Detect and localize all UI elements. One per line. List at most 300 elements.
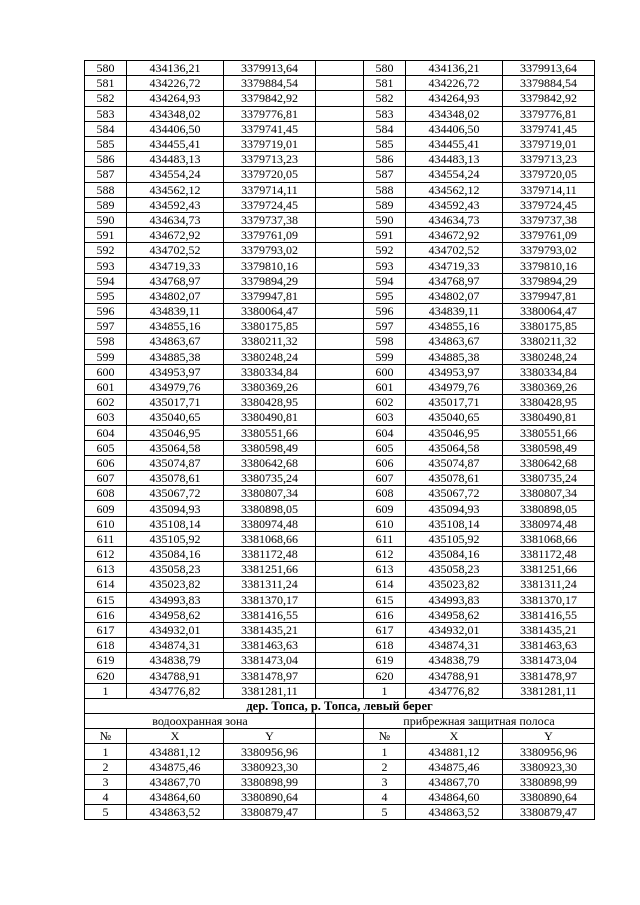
left-y-value: 3380879,47 (224, 805, 316, 820)
left-point-number: 604 (85, 425, 127, 440)
left-y-value: 3379776,81 (224, 106, 316, 121)
table-row (85, 334, 595, 349)
right-x-value: 435023,82 (406, 577, 503, 592)
gap-cell (316, 607, 364, 622)
left-point-number: 618 (85, 638, 127, 653)
gap-cell (316, 729, 364, 744)
right-point-number: 620 (364, 668, 406, 683)
right-y-value: 3379842,92 (503, 91, 595, 106)
coordinates-table (84, 60, 595, 820)
right-x-value: 434885,38 (406, 349, 503, 364)
left-point-number: 589 (85, 197, 127, 212)
gap-cell (316, 61, 364, 76)
left-y-value: 3380598,49 (224, 440, 316, 455)
left-point-number: 592 (85, 243, 127, 258)
left-x-value: 434958,62 (127, 607, 224, 622)
left-x-value: 435105,92 (127, 531, 224, 546)
gap-cell (316, 471, 364, 486)
table-row (85, 228, 595, 243)
right-y-value: 3380974,48 (503, 516, 595, 531)
left-y-value: 3379793,02 (224, 243, 316, 258)
right-x-value: 434634,73 (406, 212, 503, 227)
right-y-value: 3379761,09 (503, 228, 595, 243)
left-y-value: 3381311,24 (224, 577, 316, 592)
left-y-value: 3380064,47 (224, 304, 316, 319)
right-point-number: 611 (364, 531, 406, 546)
gap-cell (316, 228, 364, 243)
left-x-value: 434592,43 (127, 197, 224, 212)
left-x-value: 434719,33 (127, 258, 224, 273)
table-row (85, 607, 595, 622)
right-point-number: 582 (364, 91, 406, 106)
right-y-value: 3379947,81 (503, 288, 595, 303)
right-point-number: 602 (364, 395, 406, 410)
gap-cell (316, 106, 364, 121)
left-x-value: 434863,52 (127, 805, 224, 820)
left-point-number: 598 (85, 334, 127, 349)
gap-cell (316, 395, 364, 410)
gap-cell (316, 486, 364, 501)
left-point-number: 3 (85, 774, 127, 789)
gap-cell (316, 531, 364, 546)
left-y-value: 3381473,04 (224, 653, 316, 668)
right-point-number: 581 (364, 76, 406, 91)
right-y-value: 3381435,21 (503, 622, 595, 637)
right-y-value: 3380956,96 (503, 744, 595, 759)
right-point-number: 600 (364, 364, 406, 379)
left-x-value: 434979,76 (127, 379, 224, 394)
gap-cell (316, 577, 364, 592)
table-row (85, 653, 595, 668)
left-y-value: 3381478,97 (224, 668, 316, 683)
left-x-value: 434932,01 (127, 622, 224, 637)
left-x-value: 434406,50 (127, 121, 224, 136)
left-point-number: 599 (85, 349, 127, 364)
right-num-header: № (364, 729, 406, 744)
gap-cell (316, 774, 364, 789)
left-x-value: 435046,95 (127, 425, 224, 440)
left-y-value: 3379810,16 (224, 258, 316, 273)
right-point-number: 585 (364, 136, 406, 151)
right-x-value: 434863,52 (406, 805, 503, 820)
left-y-value: 3380890,64 (224, 790, 316, 805)
left-x-value: 435108,14 (127, 516, 224, 531)
left-y-value: 3379741,45 (224, 121, 316, 136)
left-y-value: 3379761,09 (224, 228, 316, 243)
table-row (85, 440, 595, 455)
gap-cell (316, 91, 364, 106)
right-x-value: 434802,07 (406, 288, 503, 303)
left-x-value: 435084,16 (127, 547, 224, 562)
right-point-number: 589 (364, 197, 406, 212)
right-zone-label: прибрежная защитная полоса (364, 714, 595, 729)
left-point-number: 609 (85, 501, 127, 516)
right-x-value: 434226,72 (406, 76, 503, 91)
right-x-value: 435108,14 (406, 516, 503, 531)
section-title-row (85, 698, 595, 713)
right-point-number: 609 (364, 501, 406, 516)
left-point-number: 5 (85, 805, 127, 820)
gap-cell (316, 197, 364, 212)
left-y-value: 3381370,17 (224, 592, 316, 607)
left-x-value: 434554,24 (127, 167, 224, 182)
left-y-value: 3380551,66 (224, 425, 316, 440)
table-row (85, 121, 595, 136)
table-row (85, 531, 595, 546)
left-x-value: 434136,21 (127, 61, 224, 76)
right-y-value: 3379776,81 (503, 106, 595, 121)
right-y-value: 3379713,23 (503, 152, 595, 167)
right-point-number: 604 (364, 425, 406, 440)
right-x-value: 434867,70 (406, 774, 503, 789)
left-x-value: 434885,38 (127, 349, 224, 364)
right-y-value: 3379894,29 (503, 273, 595, 288)
table-row (85, 61, 595, 76)
left-point-number: 613 (85, 562, 127, 577)
left-point-number: 596 (85, 304, 127, 319)
left-point-number: 610 (85, 516, 127, 531)
right-x-value: 434264,93 (406, 91, 503, 106)
left-point-number: 4 (85, 790, 127, 805)
left-point-number: 605 (85, 440, 127, 455)
right-x-value: 434932,01 (406, 622, 503, 637)
left-zone-label: водоохранная зона (85, 714, 316, 729)
gap-cell (316, 501, 364, 516)
gap-cell (316, 410, 364, 425)
left-x-value: 434768,97 (127, 273, 224, 288)
gap-cell (316, 592, 364, 607)
right-point-number: 614 (364, 577, 406, 592)
left-x-value: 434953,97 (127, 364, 224, 379)
right-point-number: 591 (364, 228, 406, 243)
right-point-number: 610 (364, 516, 406, 531)
left-y-value: 3380923,30 (224, 759, 316, 774)
left-point-number: 588 (85, 182, 127, 197)
table-row (85, 501, 595, 516)
table-row (85, 455, 595, 470)
gap-cell (316, 714, 364, 729)
table-row (85, 774, 595, 789)
right-point-number: 617 (364, 622, 406, 637)
right-x-value: 435040,65 (406, 410, 503, 425)
right-x-value: 434881,12 (406, 744, 503, 759)
gap-cell (316, 76, 364, 91)
left-y-value: 3381281,11 (224, 683, 316, 698)
right-y-value: 3380248,24 (503, 349, 595, 364)
right-point-number: 613 (364, 562, 406, 577)
left-x-value: 434455,41 (127, 136, 224, 151)
left-y-value: 3380642,68 (224, 455, 316, 470)
section-title: дер. Топса, р. Топса, левый берег (85, 698, 595, 713)
left-point-number: 583 (85, 106, 127, 121)
left-x-value: 434874,31 (127, 638, 224, 653)
column-header-row (85, 729, 595, 744)
right-x-value: 434839,11 (406, 304, 503, 319)
right-x-value: 434863,67 (406, 334, 503, 349)
left-point-number: 595 (85, 288, 127, 303)
table-row (85, 395, 595, 410)
right-x-value: 434768,97 (406, 273, 503, 288)
table-row (85, 379, 595, 394)
right-x-value: 434875,46 (406, 759, 503, 774)
right-y-value: 3379793,02 (503, 243, 595, 258)
table-row (85, 425, 595, 440)
left-x-value: 434855,16 (127, 319, 224, 334)
left-x-value: 435058,23 (127, 562, 224, 577)
table-row (85, 91, 595, 106)
right-point-number: 2 (364, 759, 406, 774)
upper-rows (85, 61, 595, 699)
right-point-number: 605 (364, 440, 406, 455)
gap-cell (316, 288, 364, 303)
left-point-number: 580 (85, 61, 127, 76)
left-y-value: 3380334,84 (224, 364, 316, 379)
left-y-value: 3381068,66 (224, 531, 316, 546)
right-point-number: 5 (364, 805, 406, 820)
gap-cell (316, 455, 364, 470)
right-y-value: 3379714,11 (503, 182, 595, 197)
table-row (85, 668, 595, 683)
right-x-value: 434483,13 (406, 152, 503, 167)
right-x-value: 434874,31 (406, 638, 503, 653)
zone-label-row (85, 714, 595, 729)
left-point-number: 594 (85, 273, 127, 288)
right-point-number: 612 (364, 547, 406, 562)
right-point-number: 580 (364, 61, 406, 76)
gap-cell (316, 364, 364, 379)
left-point-number: 615 (85, 592, 127, 607)
left-y-value: 3380369,26 (224, 379, 316, 394)
left-x-value: 434881,12 (127, 744, 224, 759)
left-point-number: 587 (85, 167, 127, 182)
table-row (85, 410, 595, 425)
table-row (85, 197, 595, 212)
right-y-value: 3381416,55 (503, 607, 595, 622)
right-y-value: 3379720,05 (503, 167, 595, 182)
right-x-value: 434406,50 (406, 121, 503, 136)
right-y-value: 3379737,38 (503, 212, 595, 227)
table-row (85, 790, 595, 805)
table-row (85, 622, 595, 637)
right-x-value: 434562,12 (406, 182, 503, 197)
left-point-number: 616 (85, 607, 127, 622)
left-y-value: 3380735,24 (224, 471, 316, 486)
gap-cell (316, 622, 364, 637)
left-point-number: 614 (85, 577, 127, 592)
gap-cell (316, 304, 364, 319)
right-y-value: 3381311,24 (503, 577, 595, 592)
right-x-value: 434788,91 (406, 668, 503, 683)
right-point-number: 597 (364, 319, 406, 334)
right-x-value: 435084,16 (406, 547, 503, 562)
table-row (85, 136, 595, 151)
left-x-value: 434562,12 (127, 182, 224, 197)
left-x-value: 435017,71 (127, 395, 224, 410)
table-row (85, 486, 595, 501)
right-point-number: 584 (364, 121, 406, 136)
right-point-number: 583 (364, 106, 406, 121)
gap-cell (316, 683, 364, 698)
right-y-value: 3380642,68 (503, 455, 595, 470)
right-y-value: 3380807,34 (503, 486, 595, 501)
table-row (85, 106, 595, 121)
gap-cell (316, 212, 364, 227)
right-point-number: 603 (364, 410, 406, 425)
left-point-number: 603 (85, 410, 127, 425)
left-y-value: 3380211,32 (224, 334, 316, 349)
right-y-value: 3381478,97 (503, 668, 595, 683)
right-y-value: 3380064,47 (503, 304, 595, 319)
left-y-value: 3380898,05 (224, 501, 316, 516)
right-x-value: 435074,87 (406, 455, 503, 470)
gap-cell (316, 790, 364, 805)
table-row (85, 273, 595, 288)
left-y-value: 3379884,54 (224, 76, 316, 91)
left-x-value: 434867,70 (127, 774, 224, 789)
table-row (85, 212, 595, 227)
left-x-value: 434483,13 (127, 152, 224, 167)
right-x-value: 435064,58 (406, 440, 503, 455)
left-y-value: 3380807,34 (224, 486, 316, 501)
table-row (85, 167, 595, 182)
left-point-number: 608 (85, 486, 127, 501)
right-y-value: 3380428,95 (503, 395, 595, 410)
left-x-value: 434348,02 (127, 106, 224, 121)
left-point-number: 581 (85, 76, 127, 91)
table-row (85, 182, 595, 197)
left-x-value: 435040,65 (127, 410, 224, 425)
left-x-value: 434863,67 (127, 334, 224, 349)
table-row (85, 683, 595, 698)
right-y-value: 3380369,26 (503, 379, 595, 394)
right-y-value: 3381068,66 (503, 531, 595, 546)
right-point-number: 3 (364, 774, 406, 789)
right-x-value: 434136,21 (406, 61, 503, 76)
left-x-header: X (127, 729, 224, 744)
right-point-number: 598 (364, 334, 406, 349)
gap-cell (316, 167, 364, 182)
right-y-value: 3381370,17 (503, 592, 595, 607)
table-row (85, 744, 595, 759)
left-point-number: 1 (85, 683, 127, 698)
left-y-value: 3379720,05 (224, 167, 316, 182)
left-point-number: 611 (85, 531, 127, 546)
right-x-value: 435017,71 (406, 395, 503, 410)
table-row (85, 258, 595, 273)
right-point-number: 606 (364, 455, 406, 470)
left-point-number: 606 (85, 455, 127, 470)
table-row (85, 577, 595, 592)
gap-cell (316, 243, 364, 258)
right-x-value: 434953,97 (406, 364, 503, 379)
right-y-value: 3379913,64 (503, 61, 595, 76)
left-y-header: Y (224, 729, 316, 744)
gap-cell (316, 653, 364, 668)
lower-section (85, 698, 595, 820)
left-y-value: 3380428,95 (224, 395, 316, 410)
table-row (85, 471, 595, 486)
table-row (85, 243, 595, 258)
left-y-value: 3381172,48 (224, 547, 316, 562)
right-x-value: 435105,92 (406, 531, 503, 546)
left-x-value: 434864,60 (127, 790, 224, 805)
gap-cell (316, 668, 364, 683)
right-point-number: 615 (364, 592, 406, 607)
table-row (85, 516, 595, 531)
left-y-value: 3380248,24 (224, 349, 316, 364)
table-row (85, 805, 595, 820)
left-point-number: 597 (85, 319, 127, 334)
left-num-header: № (85, 729, 127, 744)
right-y-value: 3380490,81 (503, 410, 595, 425)
right-y-value: 3379741,45 (503, 121, 595, 136)
gap-cell (316, 379, 364, 394)
right-x-value: 435078,61 (406, 471, 503, 486)
left-point-number: 612 (85, 547, 127, 562)
left-y-value: 3379714,11 (224, 182, 316, 197)
left-x-value: 434875,46 (127, 759, 224, 774)
right-point-number: 590 (364, 212, 406, 227)
gap-cell (316, 258, 364, 273)
right-point-number: 594 (364, 273, 406, 288)
right-x-value: 434592,43 (406, 197, 503, 212)
left-y-value: 3380490,81 (224, 410, 316, 425)
right-point-number: 599 (364, 349, 406, 364)
left-y-value: 3379947,81 (224, 288, 316, 303)
left-y-value: 3379719,01 (224, 136, 316, 151)
right-x-header: X (406, 729, 503, 744)
right-y-value: 3380551,66 (503, 425, 595, 440)
left-y-value: 3379894,29 (224, 273, 316, 288)
right-y-value: 3380879,47 (503, 805, 595, 820)
left-y-value: 3381251,66 (224, 562, 316, 577)
left-y-value: 3380956,96 (224, 744, 316, 759)
table-row (85, 349, 595, 364)
left-x-value: 434672,92 (127, 228, 224, 243)
right-y-value: 3380923,30 (503, 759, 595, 774)
right-y-header: Y (503, 729, 595, 744)
left-y-value: 3379724,45 (224, 197, 316, 212)
left-y-value: 3380175,85 (224, 319, 316, 334)
table-row (85, 288, 595, 303)
right-x-value: 434455,41 (406, 136, 503, 151)
right-y-value: 3380334,84 (503, 364, 595, 379)
left-point-number: 607 (85, 471, 127, 486)
right-x-value: 435046,95 (406, 425, 503, 440)
left-y-value: 3381435,21 (224, 622, 316, 637)
left-x-value: 434702,52 (127, 243, 224, 258)
right-point-number: 586 (364, 152, 406, 167)
right-point-number: 593 (364, 258, 406, 273)
right-x-value: 434672,92 (406, 228, 503, 243)
left-y-value: 3379913,64 (224, 61, 316, 76)
table-row (85, 562, 595, 577)
table-row (85, 76, 595, 91)
right-x-value: 434702,52 (406, 243, 503, 258)
left-y-value: 3380898,99 (224, 774, 316, 789)
gap-cell (316, 440, 364, 455)
right-point-number: 1 (364, 683, 406, 698)
left-x-value: 434839,11 (127, 304, 224, 319)
right-y-value: 3381281,11 (503, 683, 595, 698)
right-x-value: 434348,02 (406, 106, 503, 121)
left-x-value: 434776,82 (127, 683, 224, 698)
right-point-number: 1 (364, 744, 406, 759)
right-x-value: 434719,33 (406, 258, 503, 273)
right-point-number: 607 (364, 471, 406, 486)
left-y-value: 3380974,48 (224, 516, 316, 531)
gap-cell (316, 744, 364, 759)
